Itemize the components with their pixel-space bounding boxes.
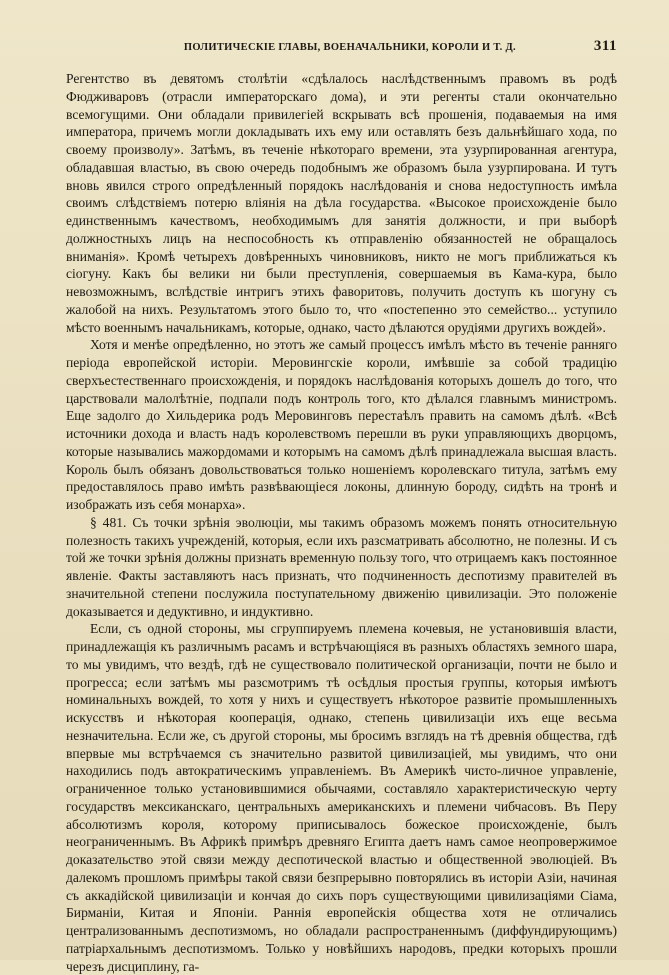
paragraph: Если, съ одной стороны, мы сгруппируемъ племена кочевыя, не установившія власти, принадлежащія къ различнымъ расамъ и встрѣчающіяся въ разныхъ областяхъ земного шара, то мы увидимъ, что вездѣ, гдѣ не существовало политической организаціи, почти не было и прогресса; если затѣмъ мы разсмотримъ тѣ осѣдлыя простыя группы, которыя имѣютъ номинальныхъ вождей, то хотя у нихъ и существуетъ нѣкоторое развитіе промышленныхъ искусствъ и нѣкоторая кооперація, однако, степень цивилизаціи ихъ еще весьма незначительна. Если же, съ другой стороны, мы бросимъ взглядъ на тѣ древнія общества, гдѣ впервые мы встрѣчаемся съ значительно развитой цивилизаціей, мы увидимъ, что они находились подъ автократическимъ управленіемъ. Въ Америкѣ чисто-личное управленіе, ограниченное только установившимися обычаями, составляло характеристическую черту государствъ мексиканскаго, центральныхъ американскихъ и племени чибчасовъ. Въ Перу абсолютизмъ короля, которому приписывалось божеское происхожденіе, былъ неограниченнымъ. Въ Африкѣ примѣръ древняго Египта даетъ намъ самое неопровержимое доказательство этой связи между деспотической властью и общественной эволюціей. Въ далекомъ прошломъ примѣры такой связи безпрерывно повторялись въ исторіи Азіи, начиная съ аккадійской цивилизаціи и кончая до сихъ поръ существующими цивилизаціями Сіама, Бирманіи, Китая и Японіи. Раннія европейскія общества хотя не отличались централизованнымъ деспотизмомъ, но обладали распространеннымъ (диффундирующимъ) патріархальнымъ деспотизмомъ. Только у новѣйшихъ народовъ, предки которыхъ прошли черезъ дисциплину, га- (66, 621, 617, 974)
page-number: 311 (593, 38, 617, 54)
running-head: ПОЛИТИЧЕСКІЕ ГЛАВЫ, ВОЕНАЧАЛЬНИКИ, КОРОЛИ И Т. Д. (183, 42, 516, 53)
paragraph: Хотя и менѣе опредѣленно, но этотъ же самый процессъ имѣлъ мѣсто въ теченіе ранняго періода европейской исторіи. Меровингскіе короли, имѣвшіе за собой традицію сверхъестественнаго происхожденія, и порядокъ наслѣдованія которыхъ дошелъ до того, что царствовали малолѣтніе, подпали подъ контроль того, кто дѣлался главнымъ министромъ. Еще задолго до Хильдерика родъ Меровинговъ перестаѣлъ править на самомъ дѣлѣ. «Всѣ источники дохода и власть надъ королевствомъ перешли въ руки управляющихъ дворцомъ, которые назывались мажордомами и которымъ на самомъ дѣлѣ принадлежала высшая власть. Король былъ обязанъ довольствоваться только ношеніемъ королевскаго титула, затѣмъ ему предоставлялось право имѣть развѣвающіеся локоны, длинную бороду, сидѣть на тронѣ и изображать изъ себя монарха». (66, 337, 617, 512)
paragraph: Регентство въ девятомъ столѣтіи «сдѣлалось наслѣдственнымъ правомъ въ родѣ Фюдживаровъ (отрасли императорскаго дома), и эти регенты стали окончательно всемогущими. Они обладали привилегіей вскрывать всѣ прошенія, подаваемыя на имя императора, причемъ могли докладывать ихъ ему или оставлять безъ дальнѣйшаго хода, по своему произволу». Затѣмъ, въ теченіе нѣкотораго времени, эта узурпированная агентура, обладавшая властью, въ свою очередь подобнымъ же образомъ была узурпирована. И тутъ вновь явился строго опредѣленный порядокъ наслѣдованія и снова недоступность имѣла своимъ слѣдствіемъ потерю вліянія на дѣла государства. «Высокое происхожденіе было единственнымъ качествомъ, необходимымъ для занятія должности, и при выборѣ должностныхъ лицъ на неспособность къ отправленію обязанностей не обращалось вниманія». Кромѣ четырехъ довѣренныхъ чиновниковъ, никто не могъ приближаться къ сіогуну. Какъ бы велики ни были преступленія, совершаемыя въ Кама-кура, было невозможнымъ, вслѣдствіе интригъ этихъ фаворитовъ, получить доступъ къ шогуну съ жалобой на нихъ. Результатомъ этого было то, что «постепенно это семейство... уступило мѣсто военнымъ начальникамъ, которые, однако, часто дѣлаются орудіями другихъ вождей». (66, 71, 617, 335)
page-header (66, 38, 617, 62)
section-481-paragraph: § 481. Съ точки зрѣнія эволюціи, мы такимъ образомъ можемъ понять относительную полезность такихъ учрежденій, которыя, если ихъ разсматривать абсолютно, не полезны. И съ той же точки зрѣнія должны признать временную пользу того, что отрицаемъ какъ постоянное явленіе. Факты заставляютъ насъ признать, что подчиненность деспотизму правителей въ значительной степени послужила поступательному движенію цивилизаціи. Это положеніе доказывается и дедуктивно, и индуктивно. (66, 514, 617, 619)
page-body (66, 70, 617, 975)
